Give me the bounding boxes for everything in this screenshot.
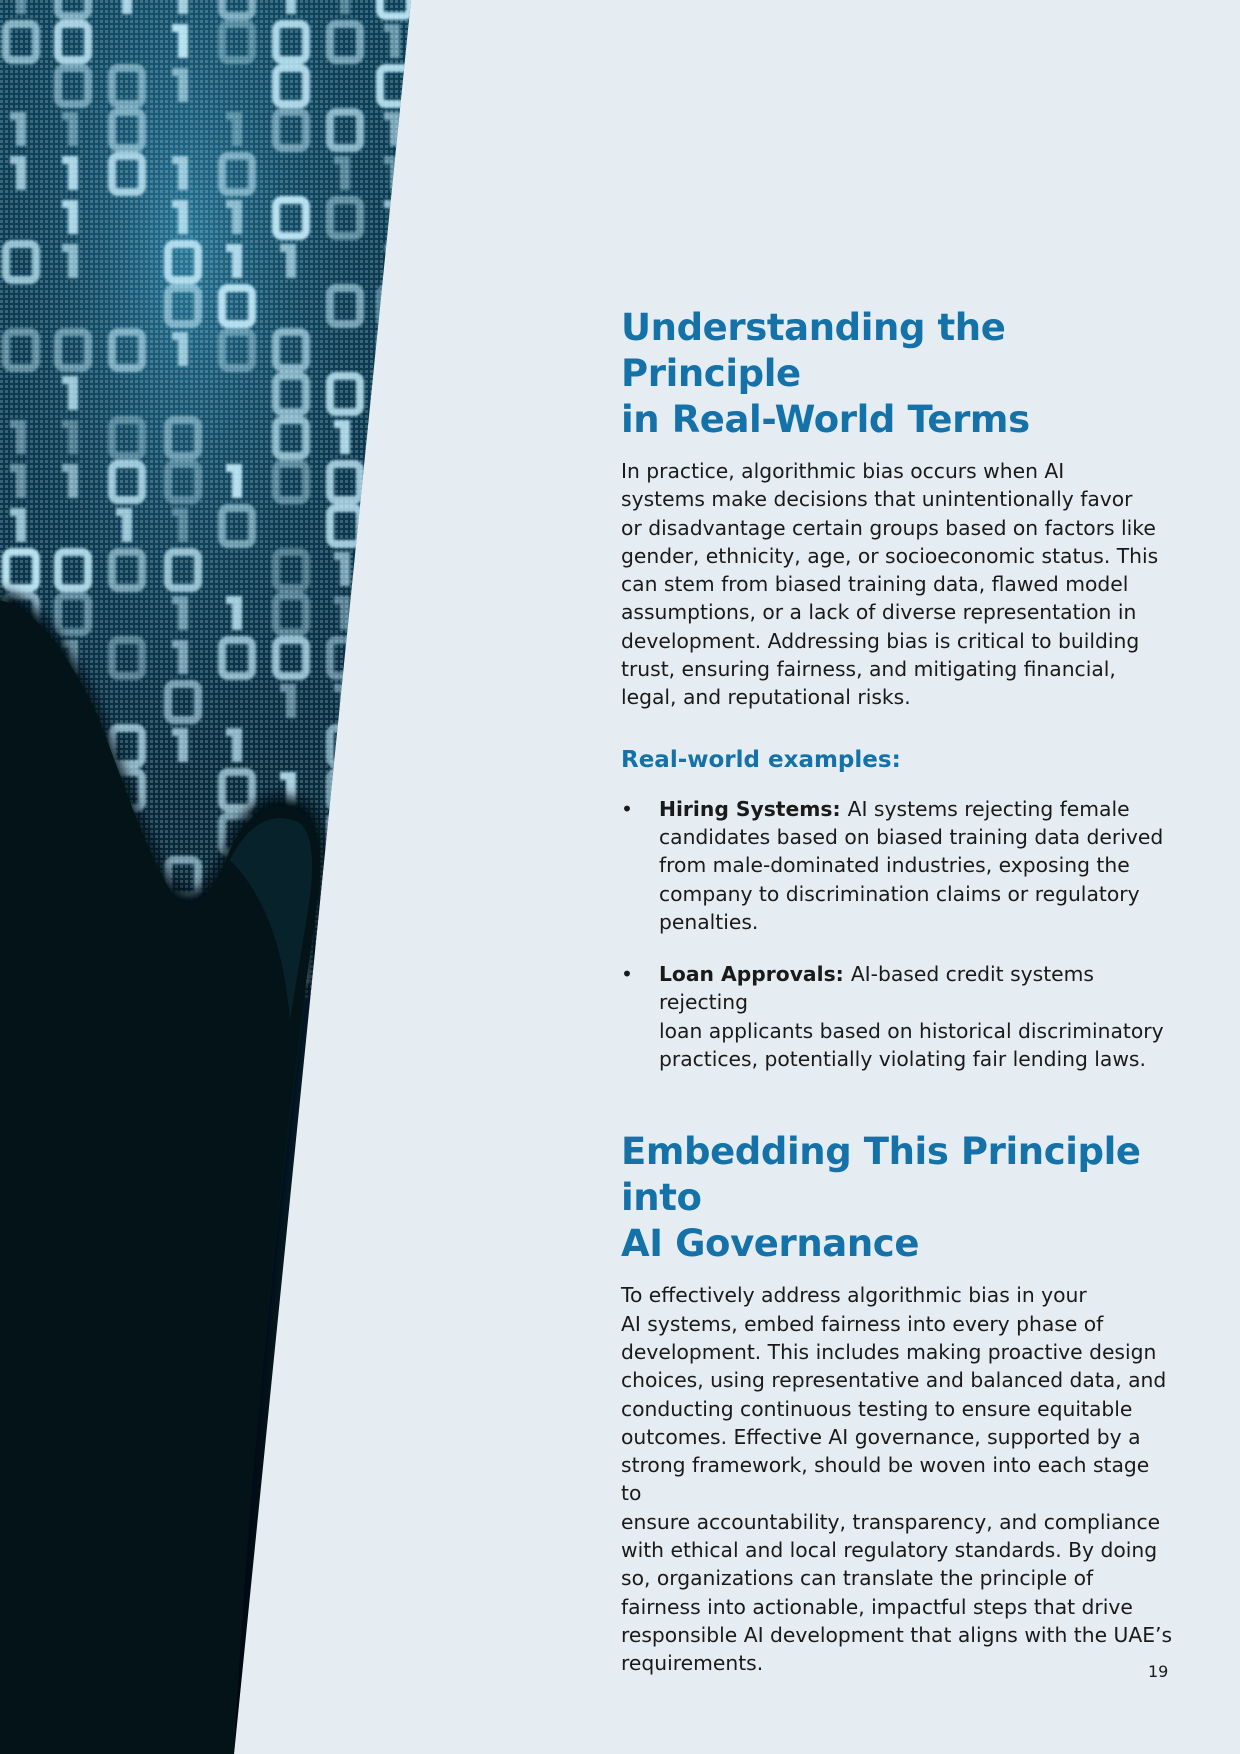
list-item	[621, 960, 1176, 1073]
example-text: AI systems rejecting female candidates based on biased training data derived from male-dominated industries, exposing the company to discrimination claims or regulatory penalties.	[659, 796, 1164, 934]
example-text: AI-based credit systems rejecting loan applicants based on historical discriminatory practices, potentially violating fair lending laws.	[659, 962, 1164, 1072]
main-content	[621, 305, 1176, 1678]
section-body: To effectively address algorithmic bias in your AI systems, embed fairness into every phase of development. This includes making proactive design choices, using representative and balanced data, and conducting continuous testing to ensure equitable outcomes. Effective AI governance, supported by a strong framework, should be woven into each stage to ensure accountability, transparency, and compliance with ethical and local regulatory standards. By doing so, organizations can translate the principle of fairness into actionable, impactful steps that drive responsible AI development that aligns with the UAE’s requirements.	[621, 1283, 1173, 1676]
binary-code-hand-photo	[0, 0, 412, 1754]
examples-heading: Real-world examples:	[621, 746, 901, 773]
page-number: 19	[1148, 1662, 1169, 1681]
example-term: Loan Approvals:	[659, 962, 851, 987]
bullet-icon: •	[621, 962, 633, 987]
example-term: Hiring Systems:	[659, 796, 848, 821]
section-title: Understanding the Principle in Real-World Terms	[621, 306, 1030, 441]
examples-list	[621, 795, 1176, 1074]
section-body: In practice, algorithmic bias occurs when AI systems make decisions that unintentionally favor or disadvantage certain groups based on factors like gender, ethnicity, age, or socioeconomic status. This can stem from biased training data, flawed model assumptions, or a lack of diverse representation in development. Addressing bias is critical to building trust, ensuring fairness, and mitigating financial, legal, and reputational risks.	[621, 459, 1159, 710]
section-title: Embedding This Principle into AI Governance	[621, 1130, 1141, 1266]
bullet-icon: •	[621, 796, 633, 821]
list-item	[621, 795, 1176, 936]
